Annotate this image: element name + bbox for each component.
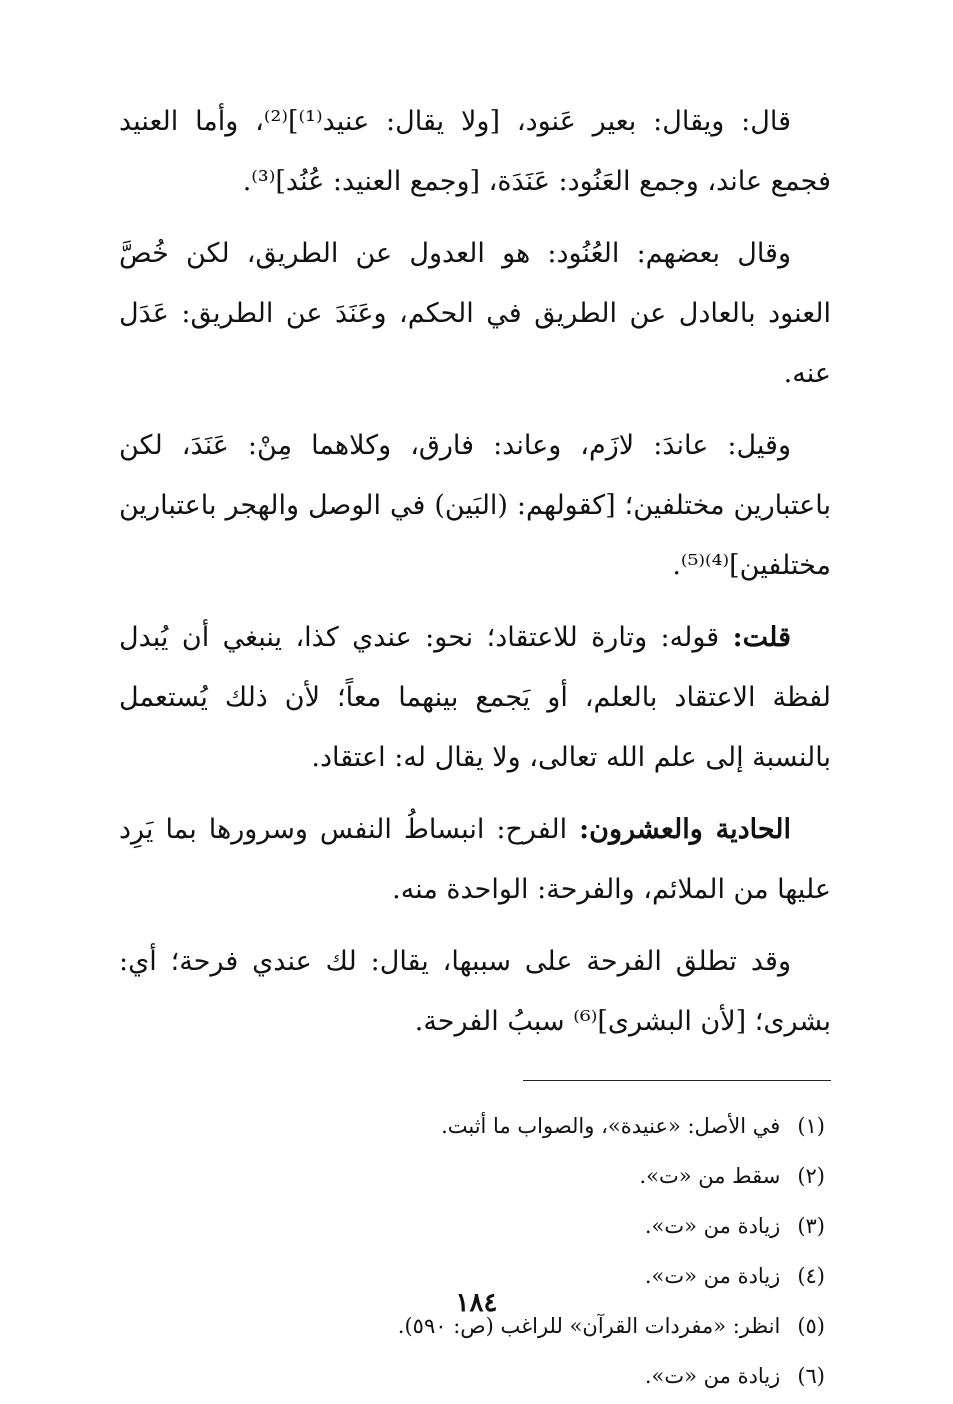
footnote-number: (٥) [797,1314,825,1338]
page-number: ١٨٤ [455,1288,498,1318]
footnote-text: زيادة من «ت». [644,1264,781,1288]
footnotes-list [119,1101,831,1401]
paragraph [119,800,831,920]
footnote-item [119,1201,825,1251]
paragraph-text: قال: ويقال: بعير عَنود، [ولا يقال: عنيد⁽¹⁾]⁽²⁾، وأما العنيد فجمع عاند، وجمع العَنُود: عَنَدَة، [وجمع العنيد: عُنُد]⁽³⁾. [119,106,831,197]
footnote-number: (٦) [797,1364,825,1388]
footnote-number: (١) [797,1114,825,1138]
paragraph-text: وقد تطلق الفرحة على سببها، يقال: لك عندي فرحة؛ أي: بشرى؛ [لأن البشرى]⁽⁶⁾ سببُ الفرحة. [119,946,831,1037]
footnote-text: زيادة من «ت». [644,1364,781,1388]
footnote-item [119,1151,825,1201]
footnote-number: (٤) [797,1264,825,1288]
paragraph-lead: الحادية والعشرون: [579,814,792,845]
footnote-item [119,1101,825,1151]
paragraph-lead: قلت: [732,622,791,653]
paragraph [119,92,831,212]
paragraph-text: وقيل: عاندَ: لازَم، وعاند: فارق، وكلاهما مِنْ: عَنَدَ، لكن باعتبارين مختلفين؛ [كقولهم: (البَين) في الوصل والهجر باعتبارين مختلفين]⁽⁴⁾⁽⁵⁾. [119,430,831,581]
footnote-number: (٢) [797,1164,825,1188]
footnote-text: في الأصل: «عنيدة»، والصواب ما أثبت. [441,1114,781,1138]
footnote-divider [523,1080,831,1081]
footnote-text: سقط من «ت». [639,1164,781,1188]
paragraph-text: وقال بعضهم: العُنُود: هو العدول عن الطريق، لكن خُصَّ العنود بالعادل عن الطريق في الحكم، وعَنَدَ عن الطريق: عَدَل عنه. [119,238,831,389]
footnote-text: انظر: «مفردات القرآن» للراغب (ص: ٥٩٠). [397,1314,781,1338]
paragraph-text: قوله: وتارة للاعتقاد؛ نحو: عندي كذا، ينبغي أن يُبدل لفظة الاعتقاد بالعلم، أو يَجمع بينهما معاً؛ لأن ذلك يُستعمل بالنسبة إلى علم الله تعالى، ولا يقال له: اعتقاد. [119,622,831,773]
footnote-number: (٣) [797,1214,825,1238]
paragraph [119,224,831,404]
paragraph-text: الفرح: انبساطُ النفس وسرورها بما يَرِد عليها من الملائم، والفرحة: الواحدة منه. [119,814,831,905]
paragraph [119,932,831,1052]
body-text [119,92,831,1052]
paragraph [119,416,831,596]
footnote-item [119,1351,825,1401]
paragraph [119,608,831,788]
footnote-text: زيادة من «ت». [644,1214,781,1238]
page-content [119,92,831,1401]
